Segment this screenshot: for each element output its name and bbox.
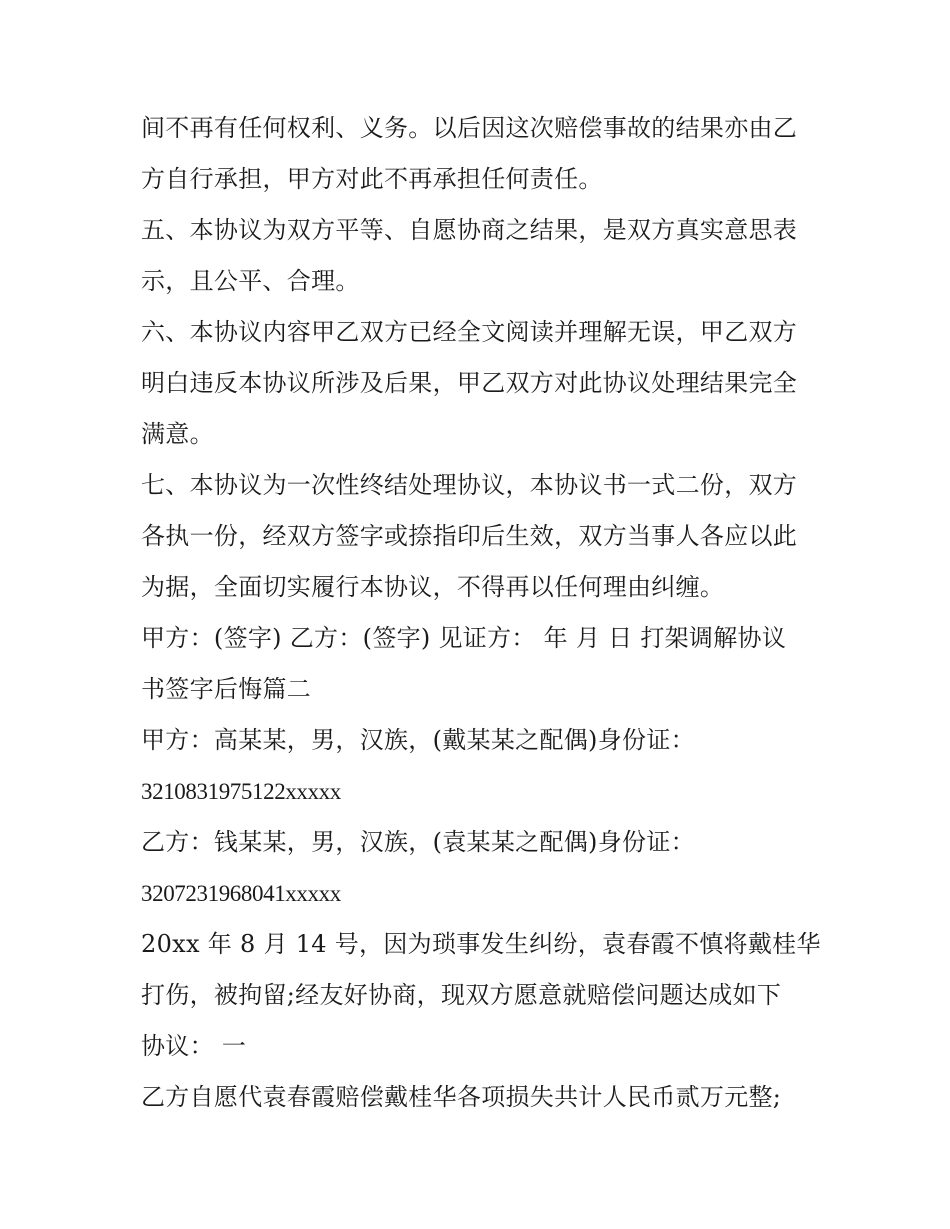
signature-line: 甲方：(签字) 乙方：(签字) 见证方： 年 月 日 打架调解协议 xyxy=(141,624,787,652)
text-line: 为据，全面切实履行本协议，不得再以任何理由纠缠。 xyxy=(141,573,725,601)
text-line: 20xx 年 8 月 14 号，因为琐事发生纠纷，袁春霞不慎将戴桂华 xyxy=(141,930,821,958)
party-a-line: 甲方：高某某，男，汉族，(戴某某之配偶)身份证： xyxy=(141,726,695,754)
party-b-line: 乙方：钱某某，男，汉族，(袁某某之配偶)身份证： xyxy=(141,828,695,856)
party-a-id-number: 3210831975122xxxxx xyxy=(141,779,341,804)
text-line: 打伤，被拘留;经友好协商，现双方愿意就赔偿问题达成如下 xyxy=(141,981,782,1009)
document-body xyxy=(141,103,821,1123)
text-line: 间不再有任何权利、义务。以后因这次赔偿事故的结果亦由乙 xyxy=(141,114,798,142)
text-line: 乙方自愿代袁春霞赔偿戴桂华各项损失共计人民币贰万元整; xyxy=(141,1083,782,1111)
text-line: 示，且公平、合理。 xyxy=(141,267,360,295)
text-line: 协议： 一 xyxy=(141,1032,247,1060)
text-line: 六、本协议内容甲乙双方已经全文阅读并理解无误，甲乙双方 xyxy=(141,318,798,346)
text-line: 各执一份，经双方签字或捺指印后生效，双方当事人各应以此 xyxy=(141,522,798,550)
text-line: 明白违反本协议所涉及后果，甲乙双方对此协议处理结果完全 xyxy=(141,369,798,397)
text-line: 五、本协议为双方平等、自愿协商之结果，是双方真实意思表 xyxy=(141,216,798,244)
party-b-id-number: 3207231968041xxxxx xyxy=(141,881,341,906)
text-line: 方自行承担，甲方对此不再承担任何责任。 xyxy=(141,165,603,193)
text-line: 七、本协议为一次性终结处理协议，本协议书一式二份，双方 xyxy=(141,471,798,499)
text-line: 满意。 xyxy=(141,420,214,448)
section-title: 书签字后悔篇二 xyxy=(141,675,312,703)
